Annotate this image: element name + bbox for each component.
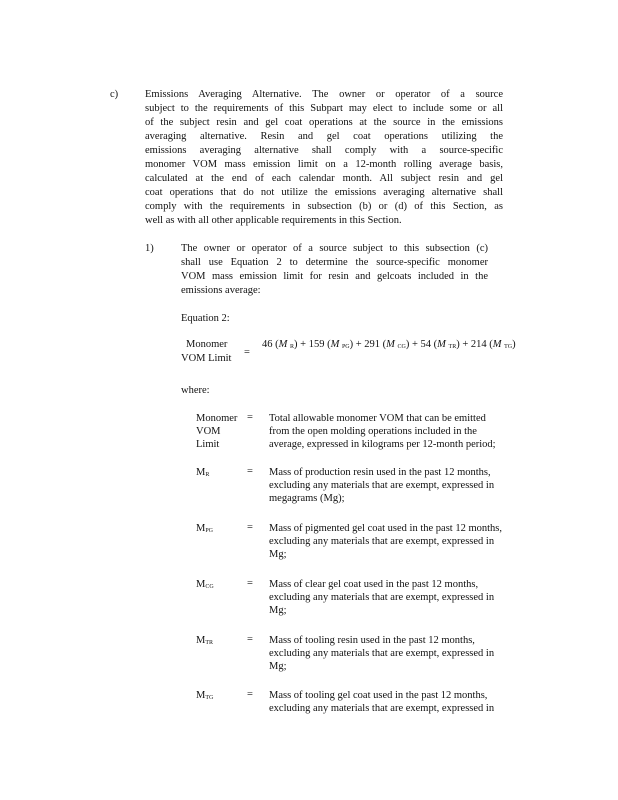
paragraph-line: averaging alternative. Resin and gel coat operations utilizing the [145,131,503,142]
equation-plus: + [300,339,307,350]
equation-rhs: 46 (M $_R$) + 159 (M $_{PG}$) + 291 (M $_{CG}$) + 54 (M $_{TR}$) + 214 (M $_{TG}$) [262,339,516,350]
definition-term [196,689,246,705]
equation-plus: + [462,339,469,350]
term-line: Limit [196,439,220,450]
equation-sub: PG [341,344,350,350]
term-line: Monomer [196,413,238,424]
equation-coef: 291 [364,339,381,350]
definition-line: excluding any materials that are exempt, expressed in [269,536,495,547]
definition-line: Mass of pigmented gel coat used in the past 12 months, [269,523,503,534]
paragraph-line: monomer VOM mass emission limit on a 12-month rolling average basis, [145,159,503,170]
definition-line: Mass of clear gel coat used in the past 12 months, [269,579,479,590]
definition-line: excluding any materials that are exempt, expressed in [269,592,495,603]
definition-line: average, expressed in kilograms per 12-month period; [269,439,496,450]
definition-term [196,412,246,451]
subsection-marker: 1) [145,243,154,254]
equation-var: M [492,339,502,350]
equation-lhs: Monomer [186,339,228,350]
paragraph-line: coat operations that do not utilize the emissions averaging alternative shall [145,187,503,198]
definition-line: Mass of tooling gel coat used in the past 12 months, [269,690,488,701]
definition-line: excluding any materials that are exempt, expressed in [269,703,495,714]
definition-equals: = [247,522,253,533]
term-subscript: CG [205,584,214,590]
paragraph-line: of the subject resin and gel coat operations at the source in the emissions [145,117,503,128]
equation-sub: TR [448,344,457,350]
definition-line: Mg; [269,605,287,616]
equation-equals: = [244,347,250,358]
equation-coef: 54 [420,339,432,350]
paragraph-line: comply with the requirements in subsection (b) or (d) of this Section, as [145,201,503,212]
paragraph-line: shall use Equation 2 to determine the source-specific monomer [181,257,488,268]
equation-label: Equation 2: [181,313,230,324]
definition-line: Mass of production resin used in the past 12 months, [269,467,491,478]
definition-equals: = [247,634,253,645]
definition-line: excluding any materials that are exempt, expressed in [269,648,495,659]
definition-line: excluding any materials that are exempt, expressed in [269,480,495,491]
equation-lhs: VOM Limit [181,353,232,364]
term-line: M [196,523,206,534]
paragraph-line: The owner or operator of a source subject to this subsection (c) [181,243,488,254]
term-line: M [196,635,206,646]
equation-sub: R [290,344,295,350]
paragraph-line: Emissions Averaging Alternative. The owner or operator of a source [145,89,503,100]
equation-var: M [437,339,446,350]
term-line: M [196,467,206,478]
equation-plus: + [355,339,362,350]
paragraph-line: emissions averaging alternative shall comply with a source-specific [145,145,503,156]
where-label: where: [181,385,210,396]
paragraph-line: emissions average: [181,285,261,296]
paragraph-line: VOM mass emission limit for resin and gelcoats included in the [181,271,488,282]
equation-var: M [330,339,340,350]
equation-coef: 214 [470,339,487,350]
equation-sub: TG [504,344,513,350]
definition-term [196,466,246,482]
definition-line: Total allowable monomer VOM that can be emitted [269,413,486,424]
term-subscript: PG [205,528,214,534]
definition-line: Mass of tooling resin used in the past 12 months, [269,635,475,646]
equation-coef: 46 [262,339,273,350]
equation-coef: 159 [308,339,325,350]
definition-equals: = [247,466,253,477]
paragraph-line: subject to the requirements of this Subpart may elect to include some or all [145,103,503,114]
definition-term [196,578,246,594]
definition-equals: = [247,689,253,700]
section-marker: c) [110,89,119,100]
term-subscript: TR [205,640,214,646]
definition-equals: = [247,412,253,423]
paragraph-line: well as with all other applicable requirements in this Section. [145,215,402,226]
equation-var: M [386,339,395,350]
term-subscript: TG [205,695,214,701]
definition-line: from the open molding operations included in the [269,426,477,437]
paragraph-line: calculated at the end of each calendar month. All subject resin and gel [145,173,503,184]
definition-line: megagrams (Mg); [269,493,345,504]
term-line: M [196,579,206,590]
equation-sub: CG [397,344,406,350]
definition-term [196,522,246,538]
definition-line: Mg; [269,661,287,672]
equation-var: M [278,339,288,350]
term-subscript: R [205,472,210,478]
definition-term [196,634,246,650]
definition-equals: = [247,578,253,589]
term-line: M [196,690,206,701]
equation-plus: + [412,339,418,350]
definition-line: Mg; [269,549,287,560]
term-line: VOM [196,426,221,437]
